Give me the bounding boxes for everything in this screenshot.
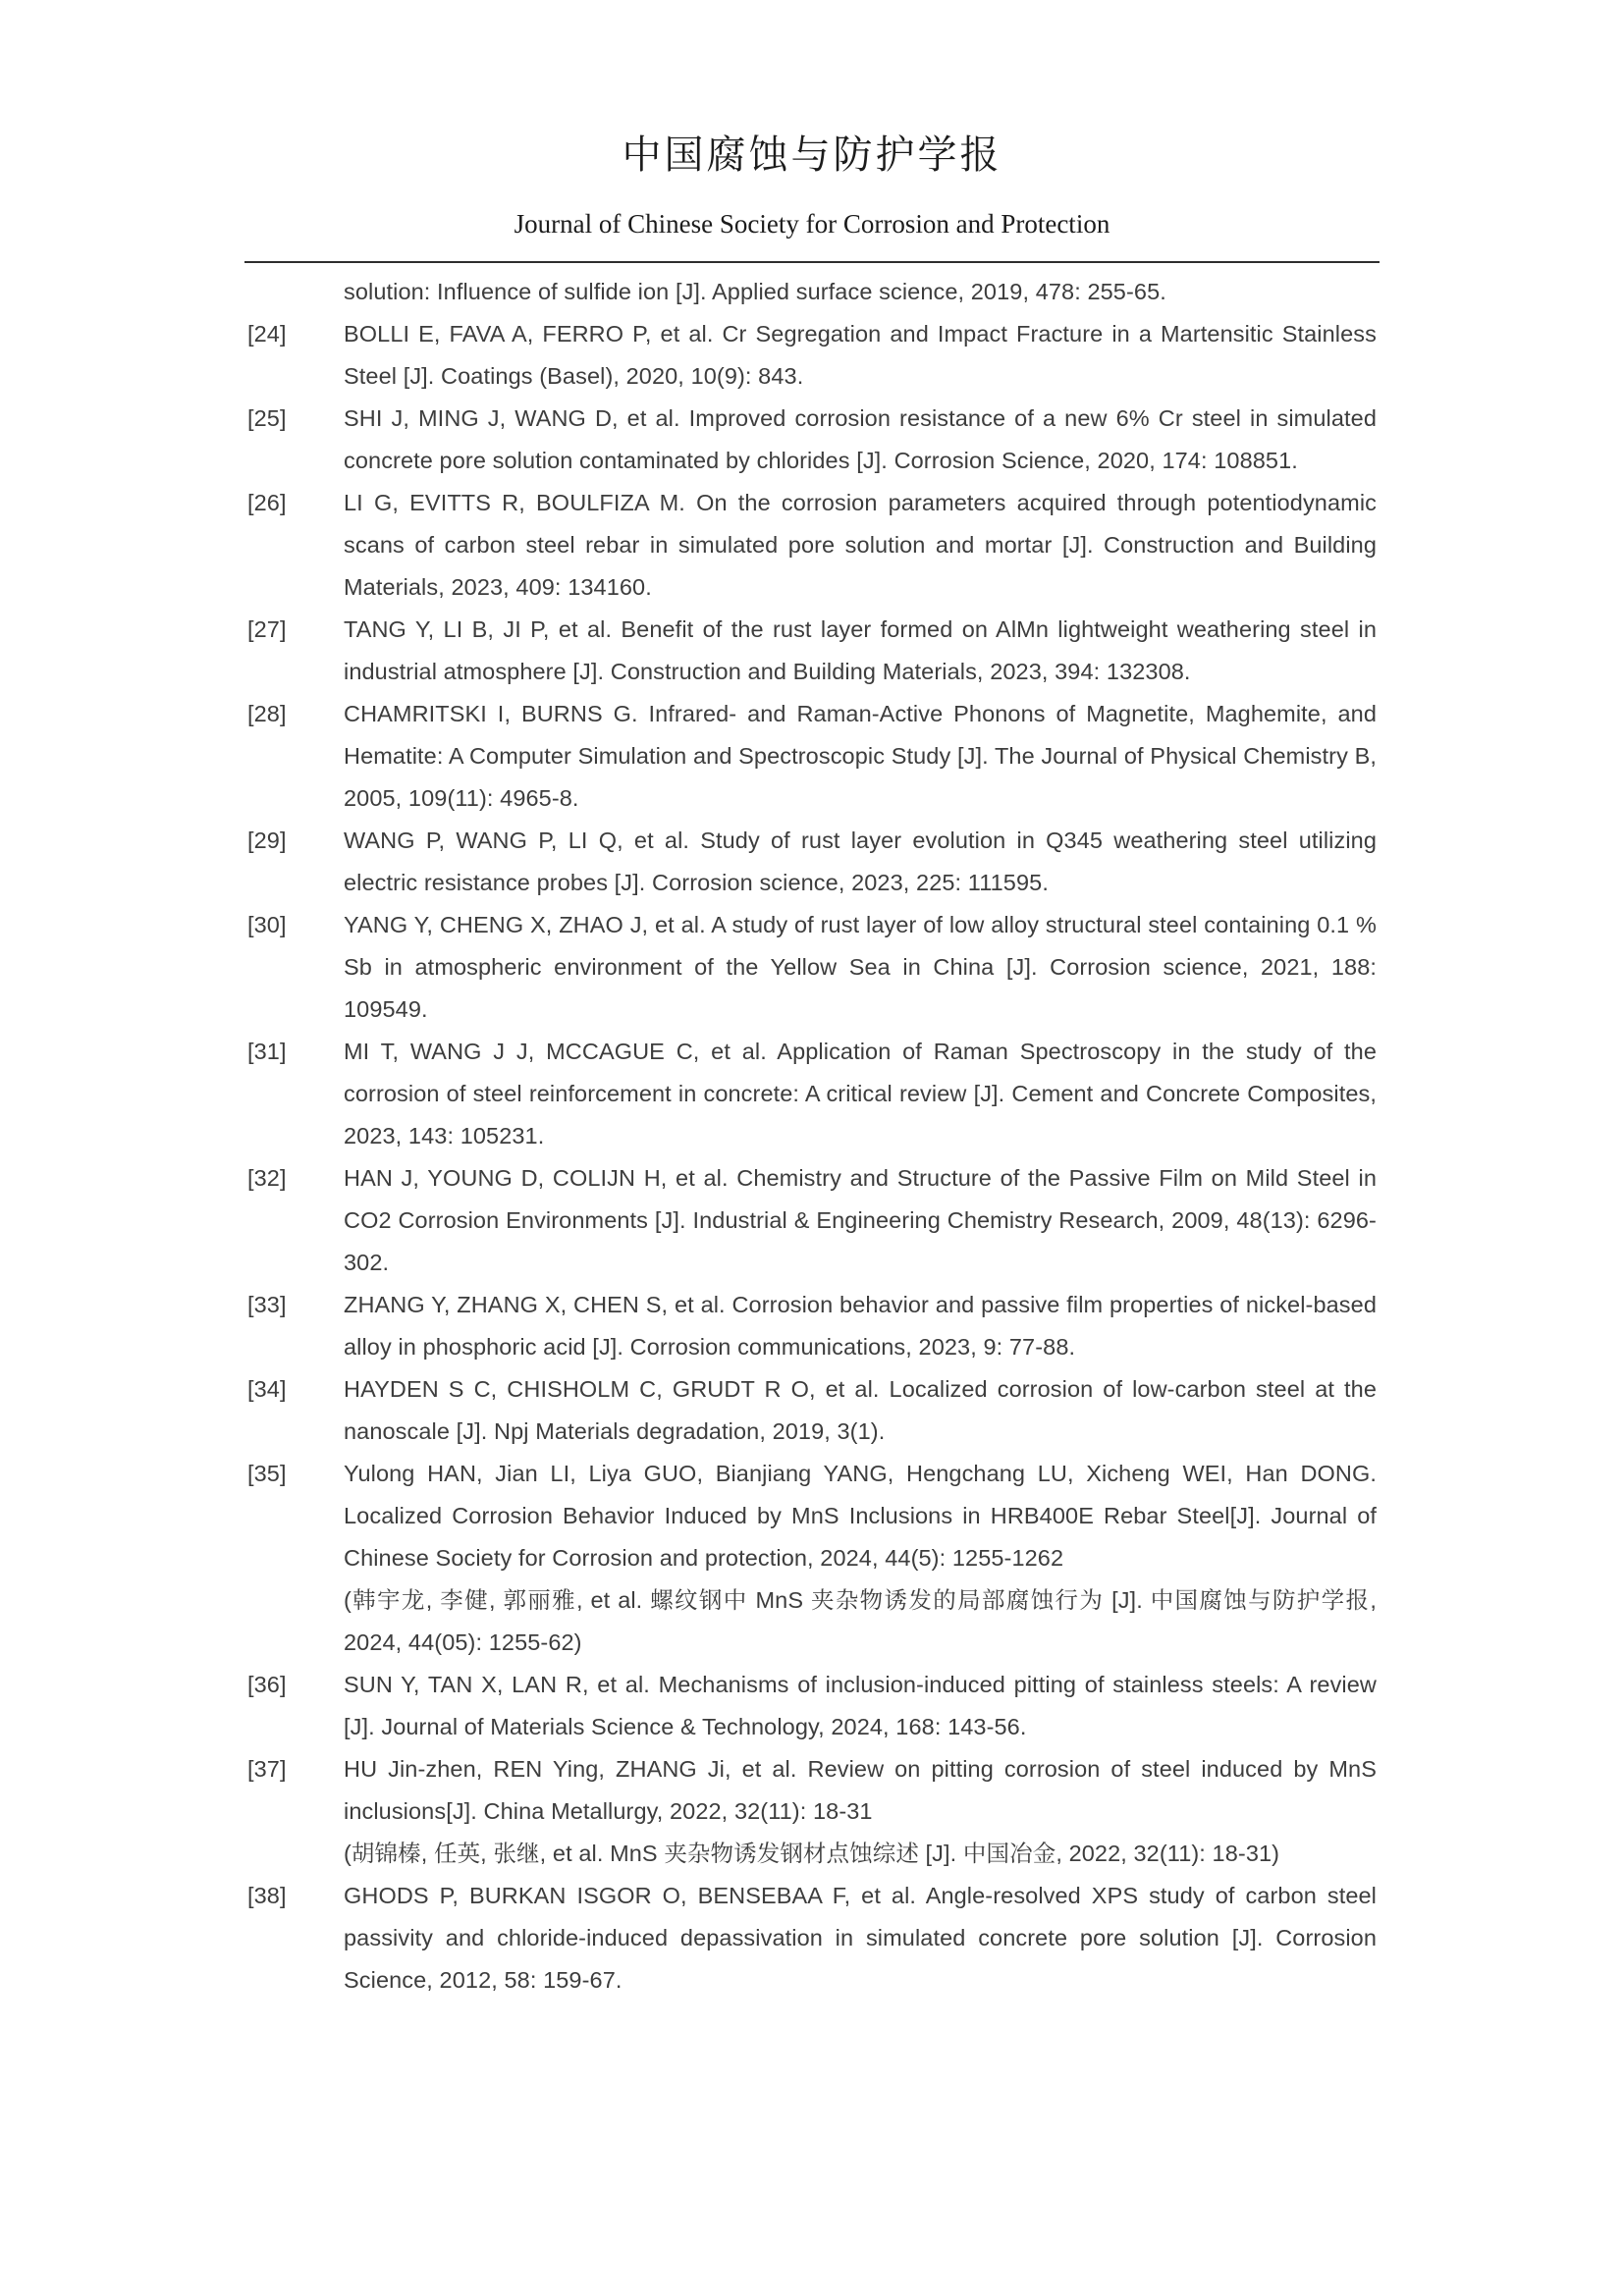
reference-item: [247, 1284, 1377, 1368]
reference-segment: (韩宇龙, 李健, 郭丽雅, et al. 螺纹钢中 MnS 夹杂物诱发的局部腐蚀行为 [J]. 中国腐蚀与防护学报, 2024, 44(05): 1255-62): [344, 1587, 1377, 1655]
reference-number: [31]: [247, 1039, 287, 1064]
reference-segment: (胡锦榛, 任英, 张继, et al. MnS 夹杂物诱发钢材点蚀综述 [J]. 中国冶金, 2022, 32(11): 18-31): [344, 1841, 1280, 1866]
reference-segment: solution: Influence of sulfide ion [J]. Applied surface science, 2019, 478: 255-65.: [344, 279, 1166, 304]
reference-number: [38]: [247, 1883, 287, 1908]
reference-item: [247, 1664, 1377, 1748]
reference-number: [26]: [247, 490, 287, 515]
reference-number: [34]: [247, 1376, 287, 1402]
reference-segment: BOLLI E, FAVA A, FERRO P, et al. Cr Segregation and Impact Fracture in a Martensitic Stainless Steel [J]. Coatings (Basel), 2020, 10(9): 843.: [344, 321, 1377, 389]
header-divider: [244, 261, 1380, 263]
reference-number: [27]: [247, 616, 287, 642]
reference-item: [247, 482, 1377, 609]
reference-number: [29]: [247, 828, 287, 853]
reference-text: [344, 1368, 1377, 1453]
reference-segment: MI T, WANG J J, MCCAGUE C, et al. Application of Raman Spectroscopy in the study of the corrosion of steel reinforcement in concrete: A critical review [J]. Cement and Concrete Composites, 2023, 143: 105231.: [344, 1039, 1377, 1148]
reference-number: [24]: [247, 321, 287, 347]
reference-text: [344, 1875, 1377, 2002]
reference-segment: HU Jin-zhen, REN Ying, ZHANG Ji, et al. Review on pitting corrosion of steel induced by MnS inclusions[J]. China Metallurgy, 2022, 32(11): 18-31: [344, 1756, 1377, 1824]
reference-text: [344, 1031, 1377, 1157]
reference-segment: SUN Y, TAN X, LAN R, et al. Mechanisms of inclusion-induced pitting of stainless steels: A review [J]. Journal of Materials Science & Technology, 2024, 168: 143-56.: [344, 1672, 1377, 1739]
reference-segment: GHODS P, BURKAN ISGOR O, BENSEBAA F, et al. Angle-resolved XPS study of carbon steel passivity and chloride-induced depassivation in simulated concrete pore solution [J]. Corrosion Science, 2012, 58: 159-67.: [344, 1883, 1377, 1993]
reference-segment: TANG Y, LI B, JI P, et al. Benefit of the rust layer formed on AlMn lightweight weathering steel in industrial atmosphere [J]. Construction and Building Materials, 2023, 394: 132308.: [344, 616, 1377, 684]
journal-title-chinese: 中国腐蚀与防护学报: [622, 133, 1002, 177]
reference-text: [344, 1284, 1377, 1368]
reference-text: [344, 482, 1377, 609]
reference-text: [344, 1157, 1377, 1284]
reference-item: [247, 1368, 1377, 1453]
reference-text: [344, 904, 1377, 1031]
reference-text: [344, 693, 1377, 820]
reference-number: [28]: [247, 701, 287, 726]
reference-number: [32]: [247, 1165, 287, 1191]
reference-text: [344, 398, 1377, 482]
reference-text: [344, 820, 1377, 904]
reference-text: [344, 609, 1377, 693]
reference-text: [344, 1748, 1377, 1875]
reference-number: [33]: [247, 1292, 287, 1317]
reference-item: [247, 313, 1377, 398]
reference-item: [247, 609, 1377, 693]
reference-item: [247, 1031, 1377, 1157]
reference-segment: WANG P, WANG P, LI Q, et al. Study of rust layer evolution in Q345 weathering steel utilizing electric resistance probes [J]. Corrosion science, 2023, 225: 111595.: [344, 828, 1377, 895]
reference-segment: HAYDEN S C, CHISHOLM C, GRUDT R O, et al. Localized corrosion of low-carbon steel at the nanoscale [J]. Npj Materials degradation, 2019, 3(1).: [344, 1376, 1377, 1444]
reference-item: [247, 1453, 1377, 1664]
reference-number: [37]: [247, 1756, 287, 1782]
reference-segment: CHAMRITSKI I, BURNS G. Infrared- and Raman-Active Phonons of Magnetite, Maghemite, and Hematite: A Computer Simulation and Spectroscopic Study [J]. The Journal of Physical Chemistry B, 2005, 109(11): 4965-8.: [344, 701, 1377, 811]
reference-item: [247, 271, 1377, 313]
reference-item: [247, 904, 1377, 1031]
reference-number: [35]: [247, 1461, 287, 1486]
reference-segment: HAN J, YOUNG D, COLIJN H, et al. Chemistry and Structure of the Passive Film on Mild Steel in CO2 Corrosion Environments [J]. Industrial & Engineering Chemistry Research, 2009, 48(13): 6296-302.: [344, 1165, 1377, 1275]
page-header: [0, 0, 1624, 240]
reference-text: [344, 1664, 1377, 1748]
reference-segment: ZHANG Y, ZHANG X, CHEN S, et al. Corrosion behavior and passive film properties of nickel-based alloy in phosphoric acid [J]. Corrosion communications, 2023, 9: 77-88.: [344, 1292, 1377, 1360]
reference-text: [344, 271, 1377, 313]
reference-segment: YANG Y, CHENG X, ZHAO J, et al. A study of rust layer of low alloy structural steel containing 0.1 % Sb in atmospheric environment of the Yellow Sea in China [J]. Corrosion science, 2021, 188: 109549.: [344, 912, 1377, 1022]
reference-item: [247, 1748, 1377, 1875]
reference-item: [247, 1875, 1377, 2002]
reference-segment: Yulong HAN, Jian LI, Liya GUO, Bianjiang YANG, Hengchang LU, Xicheng WEI, Han DONG. Localized Corrosion Behavior Induced by MnS Inclusions in HRB400E Rebar Steel[J]. Journal of Chinese Society for Corrosion and protection, 2024, 44(5): 1255-1262: [344, 1461, 1377, 1571]
reference-item: [247, 693, 1377, 820]
reference-text: [344, 1453, 1377, 1664]
reference-item: [247, 1157, 1377, 1284]
reference-segment: SHI J, MING J, WANG D, et al. Improved corrosion resistance of a new 6% Cr steel in simulated concrete pore solution contaminated by chlorides [J]. Corrosion Science, 2020, 174: 108851.: [344, 405, 1377, 473]
references-list: [247, 271, 1377, 2002]
reference-item: [247, 820, 1377, 904]
reference-text: [344, 313, 1377, 398]
reference-item: [247, 398, 1377, 482]
reference-number: [30]: [247, 912, 287, 937]
reference-number: [25]: [247, 405, 287, 431]
reference-segment: LI G, EVITTS R, BOULFIZA M. On the corrosion parameters acquired through potentiodynamic scans of carbon steel rebar in simulated pore solution and mortar [J]. Construction and Building Materials, 2023, 409: 134160.: [344, 490, 1377, 600]
reference-number: [36]: [247, 1672, 287, 1697]
journal-title-english: Journal of Chinese Society for Corrosion and Protection: [514, 209, 1110, 239]
